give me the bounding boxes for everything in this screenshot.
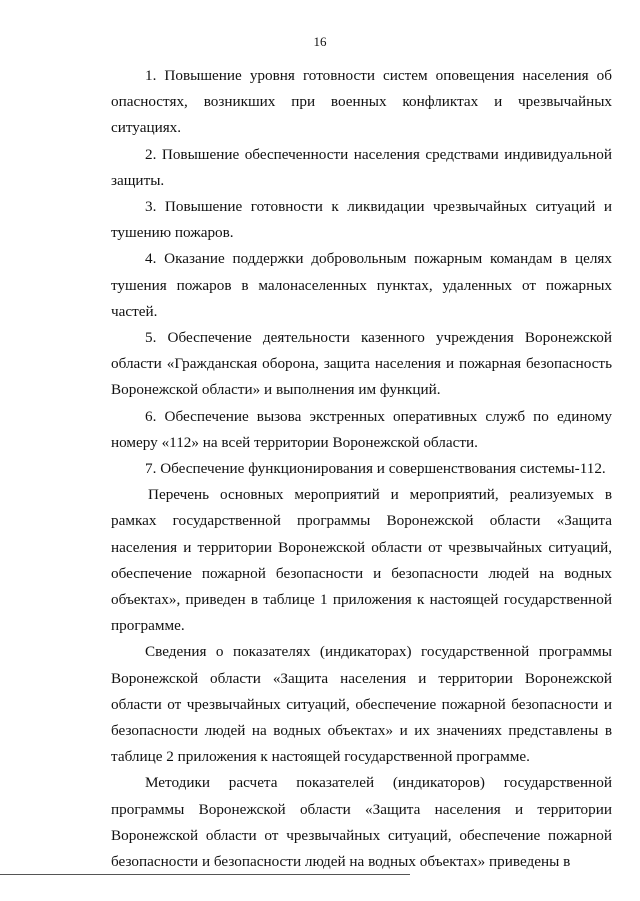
goal-item-2: 2. Повышение обеспеченности населения средствами индивидуальной защиты. — [111, 145, 612, 189]
page-number: 16 — [313, 34, 327, 49]
indicators-paragraph: Сведения о показателях (индикаторах) государственной программы Воронежской области «Защита населения и территории Воронежской области от чрезвычайных ситуаций, обеспечение пожарной безопасности и безопасности людей на водных объектах» и их значениях представлены в таблице 2 приложения к настоящей государственной программе. — [111, 643, 612, 766]
goal-item-4: 4. Оказание поддержки добровольным пожарным командам в целях тушения пожаров в малонаселенных пунктах, удаленных от пожарных частей. — [111, 250, 612, 320]
goal-item-5: 5. Обеспечение деятельности казенного учреждения Воронежской области «Гражданская оборона, защита населения и пожарная безопасность Воронежской области» и выполнения им функций. — [111, 329, 612, 399]
goal-item-3: 3. Повышение готовности к ликвидации чрезвычайных ситуаций и тушению пожаров. — [111, 198, 612, 242]
document-body — [111, 63, 612, 875]
goal-item-7: 7. Обеспечение функционирования и совершенствования системы-112. — [145, 460, 606, 478]
goal-item-1: 1. Повышение уровня готовности систем оповещения населения об опасностях, возникших при военных конфликтах и чрезвычайных ситуациях. — [111, 67, 612, 137]
footer-divider — [0, 874, 410, 875]
goal-item-6: 6. Обеспечение вызова экстренных оперативных служб по единому номеру «112» на всей территории Воронежской области. — [111, 407, 612, 451]
measures-paragraph: Перечень основных мероприятий и мероприятий, реализуемых в рамках государственной программы Воронежской области «Защита населения и территории Воронежской области от чрезвычайных ситуаций, обеспечение пожарной безопасности и безопасности людей на водных объектах», приведен в таблице 1 приложения к настоящей государственной программе. — [111, 486, 612, 635]
methods-paragraph: Методики расчета показателей (индикаторов) государственной программы Воронежской области «Защита населения и территории Воронежской области от чрезвычайных ситуаций, обеспечение пожарной безопасности и безопасности людей на водных объектах» приведены в — [111, 774, 612, 871]
